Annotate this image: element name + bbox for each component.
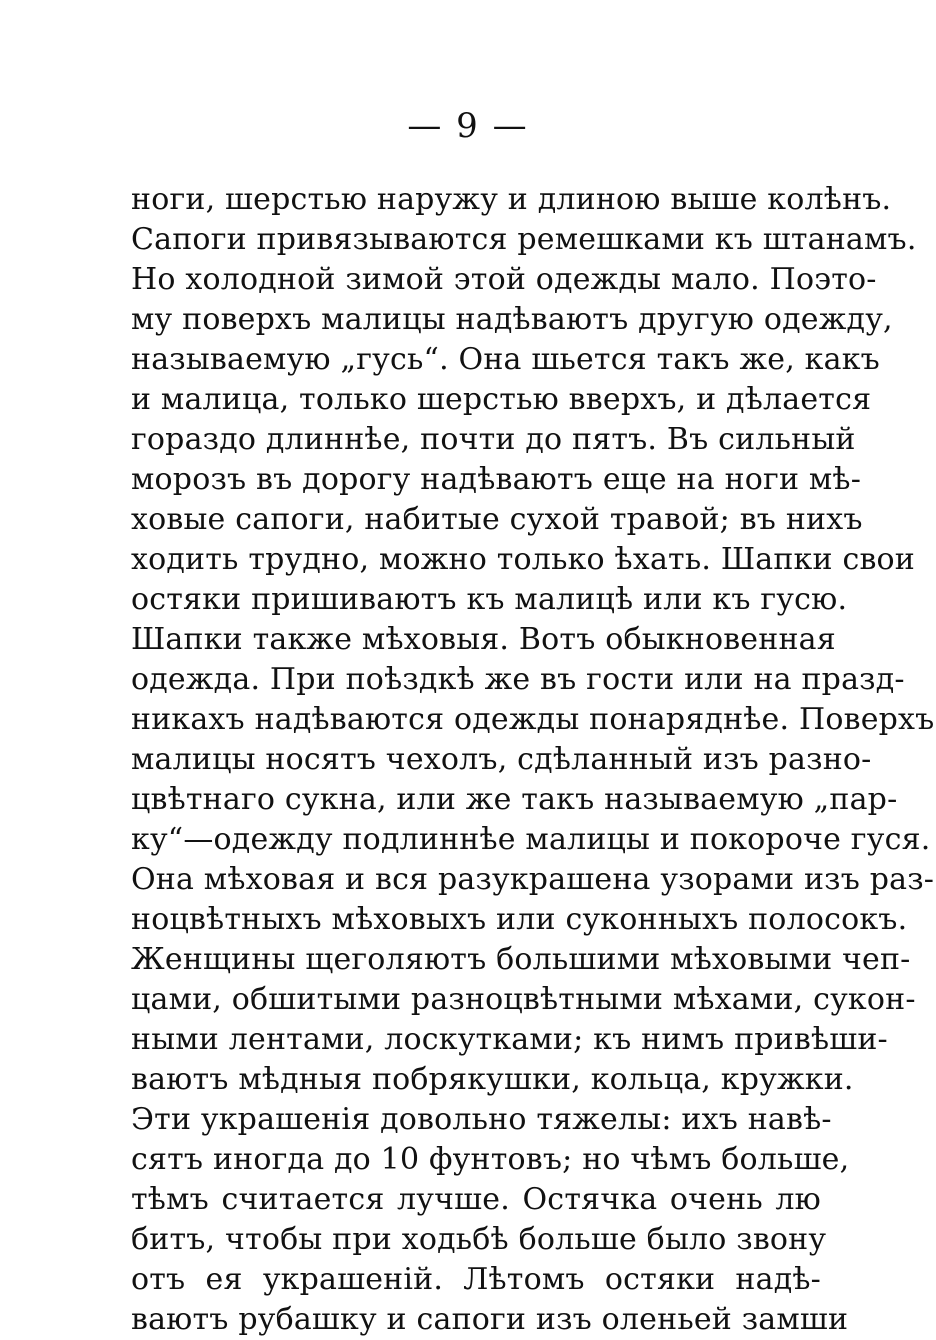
text-line: ваютъ мѣдныя побрякушки, кольца, кружки. bbox=[131, 1062, 854, 1097]
text-line: ными лентами, лоскутками; къ нимъ привѣши- bbox=[131, 1022, 888, 1057]
text-line: цвѣтнаго сукна, или же такъ называемую „пар- bbox=[131, 782, 898, 817]
text-line: называемую „гусь“. Она шьется такъ же, какъ bbox=[131, 342, 880, 377]
text-line: Но холодной зимой этой одежды мало. Поэто- bbox=[131, 262, 877, 297]
text-line: ноцвѣтныхъ мѣховыхъ или суконныхъ полосокъ. bbox=[131, 902, 908, 937]
body-text bbox=[131, 180, 935, 1340]
text-line: отъ ея украшеній. Лѣтомъ остяки надѣ- bbox=[131, 1262, 821, 1297]
text-line: малицы носятъ чехолъ, сдѣланный изъ разно- bbox=[131, 742, 872, 777]
text-line: Шапки также мѣховыя. Вотъ обыкновенная bbox=[131, 622, 836, 657]
text-line: тѣмъ считается лучше. Остячка очень лю bbox=[131, 1182, 821, 1217]
text-line: и малица, только шерстью вверхъ, и дѣлается bbox=[131, 382, 872, 417]
text-line: битъ, чтобы при ходьбѣ больше было звону bbox=[131, 1222, 827, 1257]
text-line: морозъ въ дорогу надѣваютъ еще на ноги мѣ- bbox=[131, 462, 862, 497]
text-line: му поверхъ малицы надѣваютъ другую одежду, bbox=[131, 302, 893, 337]
text-line: сятъ иногда до 10 фунтовъ; но чѣмъ больше, bbox=[131, 1142, 850, 1177]
page-number: — 9 — bbox=[407, 106, 529, 146]
text-line: Сапоги привязываются ремешками къ штанамъ. bbox=[131, 222, 917, 257]
text-line: гораздо длиннѣе, почти до пятъ. Въ сильный bbox=[131, 422, 856, 457]
text-line: одежда. При поѣздкѣ же въ гости или на празд- bbox=[131, 662, 905, 697]
text-line: цами, обшитыми разноцвѣтными мѣхами, сукон- bbox=[131, 982, 916, 1017]
text-line: ноги, шерстью наружу и длиною выше колѣнъ. bbox=[131, 182, 892, 217]
text-line: Эти украшенія довольно тяжелы: ихъ навѣ- bbox=[131, 1102, 832, 1137]
text-line: Женщины щеголяютъ большими мѣховыми чеп- bbox=[131, 942, 911, 977]
text-line: остяки пришиваютъ къ малицѣ или къ гусю. bbox=[131, 582, 848, 617]
text-line: ваютъ рубашку и сапоги изъ оленьей замши bbox=[131, 1302, 849, 1337]
text-line: никахъ надѣваются одежды понаряднѣе. Поверхъ bbox=[131, 702, 935, 737]
text-line: Она мѣховая и вся разукрашена узорами изъ раз- bbox=[131, 862, 935, 897]
text-line: ходить трудно, можно только ѣхать. Шапки свои bbox=[131, 542, 915, 577]
text-line: ховые сапоги, набитые сухой травой; въ нихъ bbox=[131, 502, 863, 537]
text-line: ку“—одежду подлиннѣе малицы и покороче гуся. bbox=[131, 822, 931, 857]
